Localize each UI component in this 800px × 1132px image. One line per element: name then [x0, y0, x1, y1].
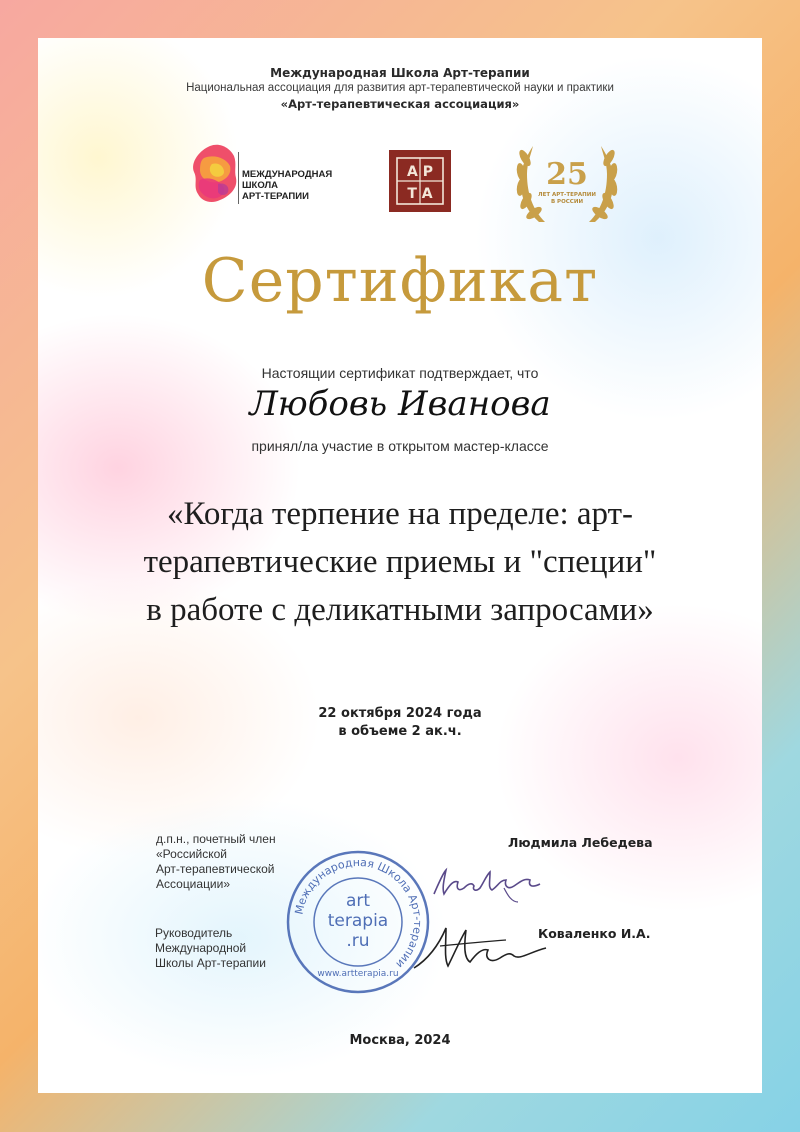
svg-text:А Р: А Р	[407, 164, 433, 180]
svg-text:Т А: Т А	[407, 186, 433, 202]
paint-splash-logo-icon	[190, 140, 238, 210]
svg-text:25: 25	[546, 157, 588, 192]
svg-text:terapia: terapia	[327, 911, 389, 931]
signer2-title: Руководитель Международной Школы Арт-терапии	[155, 926, 266, 970]
signature-kovalenko-icon	[410, 918, 550, 978]
svg-text:ЛЕТ АРТ-ТЕРАПИИ: ЛЕТ АРТ-ТЕРАПИИ	[538, 192, 596, 198]
header-school: Международная Школа Арт-терапии	[270, 66, 530, 80]
svg-text:www.artterapia.ru: www.artterapia.ru	[317, 969, 399, 979]
recipient-name: Любовь Иванова	[249, 384, 551, 424]
ata-logo	[389, 150, 451, 212]
participation-text: принял/ла участие в открытом мастер-классе	[251, 438, 549, 454]
svg-text:В РОССИИ: В РОССИИ	[550, 199, 584, 205]
laurel-wreath-icon	[511, 138, 623, 230]
certificate-title: Сертификат	[201, 246, 599, 316]
svg-text:art: art	[345, 891, 371, 911]
ata-emblem-icon	[389, 150, 451, 212]
signer2-name: Коваленко И.А.	[538, 926, 651, 941]
svg-text:Международная Школа Арт-терапи: Международная Школа Арт-терапии	[292, 855, 425, 971]
signature-lebedeva-icon	[428, 858, 548, 908]
event-volume: в объеме 2 ак.ч.	[338, 724, 462, 739]
svg-text:.ru: .ru	[346, 931, 370, 951]
school-logo-text: МЕЖДУНАРОДНАЯ ШКОЛА АРТ-ТЕРАПИИ	[242, 169, 333, 202]
course-title: «Когда терпение на пределе: арт- терапевтические приемы и "специи" в работе с деликатными запросами»	[143, 496, 657, 628]
event-date-block	[0, 705, 800, 741]
city-year: Москва, 2024	[349, 1033, 451, 1048]
anniversary-logo	[511, 138, 623, 230]
header-association: Национальная ассоциация для развития арт-терапевтической науки и практики	[186, 82, 614, 94]
signer1-name: Людмила Лебедева	[508, 835, 653, 850]
school-logo	[190, 140, 350, 210]
signer1-title: д.п.н., почетный член «Российской Арт-терапевтической Ассоциации»	[156, 832, 276, 891]
event-date: 22 октября 2024 года	[318, 706, 482, 721]
confirm-text: Настоящии сертификат подтверждает, что	[261, 365, 539, 381]
logo-divider	[238, 152, 239, 204]
header-association-name: «Арт-терапевтическая ассоциация»	[280, 97, 520, 111]
